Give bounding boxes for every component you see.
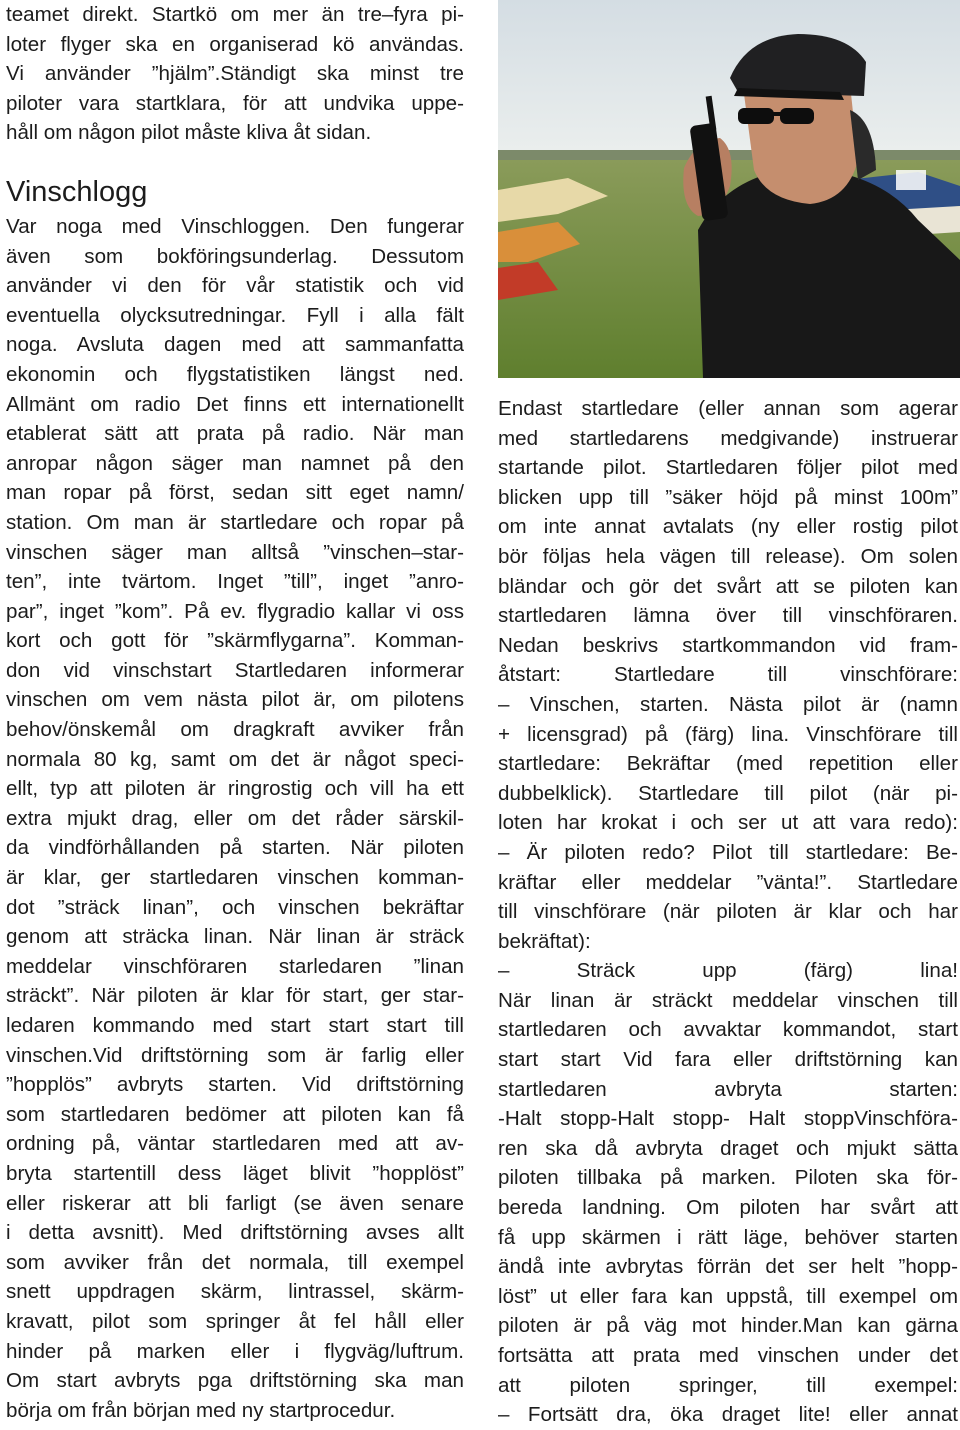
text-line: snett uppdragen skärm, lintrassel, skärm- (6, 1280, 464, 1304)
text-line: startledare: Bekräftar (med repetition eller (498, 752, 958, 776)
text-line: da vindförhållanden på starten. När piloten (6, 836, 464, 860)
intro-paragraph (6, 0, 464, 148)
text-line: till vinschförare (när piloten är klar och har (498, 900, 958, 924)
text-line: startande pilot. Startledaren följer pilot med (498, 456, 958, 480)
text-line: bekräftat): (498, 929, 591, 953)
text-line: Om start avbryts pga driftstörning ska man (6, 1369, 464, 1393)
body-paragraph (6, 212, 464, 1425)
text-line: blicken upp till ”säker höjd på minst 100m” (498, 485, 958, 509)
text-line: ordning på, väntar startledaren med att av- (6, 1132, 464, 1156)
text-line: – Är piloten redo? Pilot till startledare: Be- (498, 840, 958, 864)
text-line: sträckt”. När piloten är klar för start, ger star- (6, 984, 464, 1008)
text-line: om inte annat avtalats (ny eller rostig pilot (498, 515, 958, 539)
text-line: är klar, ger startledaren vinschen komman- (6, 866, 464, 890)
text-line: Nedan beskrivs startkommandon vid fram- (498, 633, 958, 657)
text-line: genom att sträcka linan. När linan är sträck (6, 925, 464, 949)
text-line: – Fortsätt dra, öka draget lite! eller annat (498, 1403, 958, 1427)
text-line: vinschen om vem nästa pilot är, om pilotens (6, 688, 464, 712)
text-line: Endast startledare (eller annan som agerar (498, 397, 958, 420)
text-line: – Sträck upp (färg) lina! (498, 959, 958, 983)
text-line: Vi använder ”hjälm”.Ständigt ska minst tre (6, 62, 464, 86)
text-line: fortsätta att prata med vinschen under det (498, 1344, 958, 1367)
text-line: Var noga med Vinschloggen. Den fungerar (6, 214, 464, 238)
photo-pilot-with-radio (498, 0, 960, 378)
text-line: ren ska då avbryta draget och mjukt sätta (498, 1136, 958, 1160)
text-line: bereda landning. Om piloten har svårt att (498, 1196, 958, 1220)
text-line: teamet direkt. Startkö om mer än tre–fyra pi- (6, 3, 464, 26)
text-line: att piloten springer, till exempel: (498, 1373, 958, 1397)
text-line: behov/önskemål om dragkraft avviker från (6, 718, 464, 742)
text-line: man ropar på först, sedan sitt eget namn/ (6, 481, 464, 505)
text-line: + licensgrad) på (färg) lina. Vinschförare till (498, 722, 958, 746)
text-line: dot ”sträck linan”, och vinschen bekräftar (6, 895, 464, 919)
text-line: även som bokföringsunderlag. Dessutom (6, 244, 464, 268)
text-line: ändå inte avbrytas förrän det ser helt ”hopp- (498, 1255, 958, 1279)
text-line: som avviker från det normala, till exempel (6, 1250, 464, 1274)
text-line: extra mjukt drag, eller om det råder särskil- (6, 806, 464, 830)
text-line: När linan är sträckt meddelar vinschen till (498, 988, 958, 1012)
text-line: don vid vinschstart Startledaren informerar (6, 658, 464, 682)
text-line: löst” ut eller fara kan uppstå, till exempel om (498, 1284, 958, 1308)
text-line: ten”, inte tvärtom. Inget ”till”, inget ”anro- (6, 570, 464, 594)
text-line: bryta startentill dess läget blivit ”hopplöst” (6, 1161, 464, 1185)
text-line: loter flyger ska en organiserad kö användas. (6, 32, 464, 56)
left-column (6, 0, 464, 1425)
text-line: eller riskerar att bli farligt (se även senare (6, 1191, 464, 1215)
text-line: start start Vid fara eller driftstörning kan (498, 1048, 958, 1072)
text-line: vinschen säger man alltså ”vinschen–star- (6, 540, 464, 564)
text-line: startledaren avbryta starten: (498, 1077, 958, 1101)
text-line: piloten tillbaka på marken. Piloten ska för- (498, 1166, 958, 1190)
text-line: håll om någon pilot måste kliva åt sidan. (6, 121, 372, 145)
text-line: piloten är på väg mot hinder.Man kan gärna (498, 1314, 958, 1338)
text-line: åtstart: Startledare till vinschförare: (498, 663, 958, 687)
text-line: vinschen.Vid driftstörning som är farlig eller (6, 1043, 464, 1067)
text-line: eventuella olycksutredningar. Fyll i alla fält (6, 303, 464, 327)
text-line: som startledaren bedömer att piloten kan få (6, 1102, 464, 1126)
text-line: – Vinschen, starten. Nästa pilot är (namn (498, 692, 958, 716)
text-line: bör följas hela vägen till release). Om solen (498, 544, 958, 568)
text-line: anropar någon säger man namnet på den (6, 451, 464, 475)
text-line: Allmänt om radio Det finns ett internationellt (6, 392, 464, 416)
right-paragraph (498, 394, 958, 1430)
text-line: -Halt stopp-Halt stopp- Halt stoppVinschföra- (498, 1107, 958, 1131)
text-line: par”, inget ”kom”. På ev. flygradio kallar vi oss (6, 599, 464, 623)
text-line: kravatt, pilot som springer åt fel håll eller (6, 1309, 464, 1333)
text-line: ”hopplös” avbryts starten. Vid driftstörning (6, 1073, 464, 1097)
text-line: hinder på marken eller i flygväg/luftrum. (6, 1339, 464, 1363)
text-line: börja om från början med ny startprocedur. (6, 1398, 396, 1422)
text-line: ekonomin och flygstatistiken längst ned. (6, 362, 464, 386)
text-line: i detta avsnitt). Med driftstörning avses allt (6, 1221, 464, 1245)
text-line: använder vi den för vår statistik och vid (6, 274, 464, 298)
text-line: få upp skärmen i rätt läge, behöver starten (498, 1225, 958, 1249)
text-line: ledaren kommando med start start start till (6, 1014, 464, 1037)
text-line: med startledarens medgivande) instruerar (498, 426, 958, 450)
text-line: kräftar eller meddelar ”vänta!”. Startledare (498, 870, 958, 894)
text-line: dubbelklick). Startledare till pilot (när pi- (498, 781, 958, 805)
text-line: ellt, typ att piloten är ringrostig och vill ha ett (6, 777, 464, 801)
text-line: kort och gott för ”skärmflygarna”. Komman- (6, 629, 464, 653)
section-heading: Vinschlogg (6, 175, 148, 208)
text-line: station. Om man är startledare och ropar på (6, 510, 464, 534)
text-line: etablerat sätt att prata på radio. När man (6, 422, 464, 446)
text-line: loten har krokat i och ser ut att vara redo): (498, 811, 958, 835)
text-line: noga. Avsluta dagen med att sammanfatta (6, 333, 464, 357)
text-line: piloter vara startklara, för att undvika uppe- (6, 91, 464, 115)
text-line: startledaren lämna över till vinschföraren. (498, 604, 958, 628)
text-line: normala 80 kg, samt om det är något speci- (6, 747, 464, 771)
text-line: bländar och gör det svårt att se piloten kan (498, 574, 958, 598)
right-column (498, 394, 958, 1430)
text-line: startledaren och avvaktar kommandot, start (498, 1018, 958, 1042)
text-line: meddelar vinschföraren starledaren ”linan (6, 954, 464, 978)
